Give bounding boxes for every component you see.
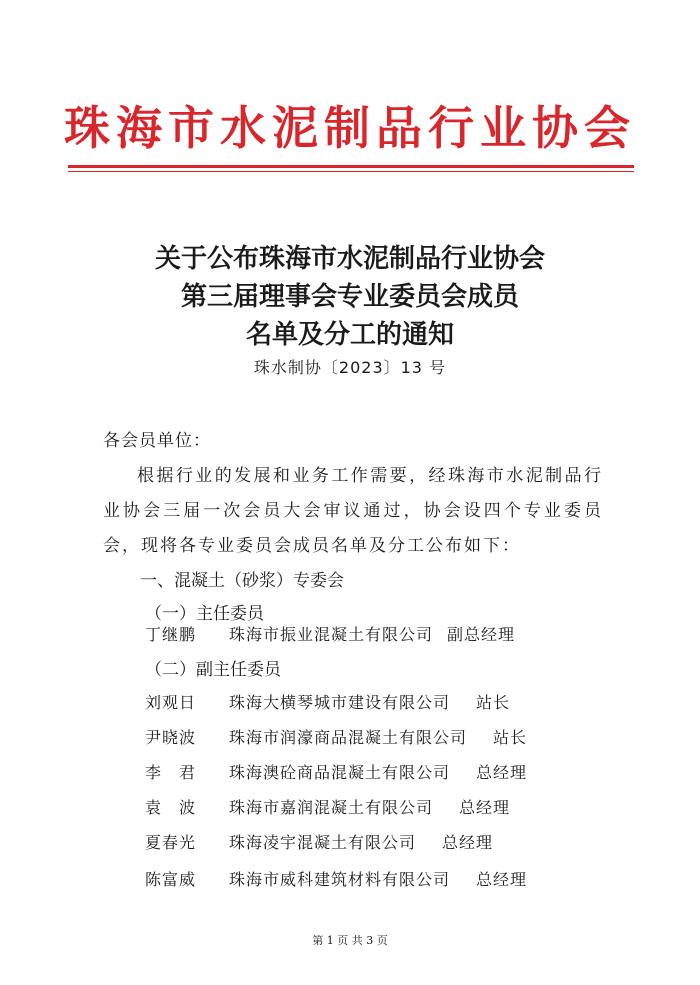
member-company: 珠海市润濠商品混凝土有限公司 (229, 728, 468, 747)
member-name: 李 君 (145, 763, 197, 782)
member-company: 珠海大横琴城市建设有限公司 (229, 693, 451, 712)
member-company: 珠海市振业混凝土有限公司 (229, 625, 434, 644)
member-role: 站长 (476, 693, 511, 712)
subheading-chair: （一）主任委员 (145, 604, 264, 624)
member-company: 珠海凌宇混凝土有限公司 (229, 833, 417, 852)
member-name: 陈富威 (145, 870, 197, 889)
member-row (145, 688, 510, 718)
notice-title (0, 240, 700, 354)
page-footer: 第 1 页 共 3 页 (312, 934, 388, 947)
member-name: 夏春光 (145, 833, 197, 852)
member-name: 刘观日 (145, 693, 197, 712)
member-role: 总经理 (442, 833, 494, 852)
member-row (145, 723, 527, 753)
notice-title-line-2: 第三届理事会专业委员会成员 (180, 282, 519, 312)
intro-paragraph: 根据行业的发展和业务工作需要，经珠海市水泥制品行业协会三届一次会员大会审议通过，协会设四个专业委员会，现将各专业委员会成员名单及分工公布如下： (103, 466, 603, 556)
member-row-chair (145, 620, 515, 650)
member-company: 珠海市嘉润混凝土有限公司 (229, 798, 434, 817)
member-role: 总经理 (459, 798, 511, 817)
section-heading-concrete: 一、混凝土（砂浆）专委会 (140, 571, 344, 591)
member-name: 袁 波 (145, 798, 197, 817)
member-row (145, 793, 510, 823)
member-name: 尹晓波 (145, 728, 197, 747)
salutation: 各会员单位： (103, 431, 211, 451)
member-row (145, 828, 493, 858)
member-name: 丁继鹏 (145, 625, 197, 644)
member-row (145, 865, 527, 895)
notice-title-line-3: 名单及分工的通知 (245, 320, 454, 350)
member-company: 珠海澳砼商品混凝土有限公司 (229, 763, 451, 782)
member-role: 总经理 (476, 763, 528, 782)
member-row (145, 758, 527, 788)
member-role: 副总经理 (447, 625, 516, 644)
letterhead-rule-thin (68, 171, 634, 172)
member-role: 站长 (493, 728, 528, 747)
member-company: 珠海市威科建筑材料有限公司 (229, 870, 451, 889)
org-letterhead-title: 珠海市水泥制品行业协会 (64, 101, 636, 155)
notice-title-line-1: 关于公布珠海市水泥制品行业协会 (154, 244, 545, 274)
document-number: 珠水制协〔2023〕13 号 (253, 358, 447, 377)
member-role: 总经理 (476, 870, 528, 889)
letterhead-rule-thick (68, 165, 634, 168)
subheading-vice-chair: （二）副主任委员 (145, 660, 281, 680)
